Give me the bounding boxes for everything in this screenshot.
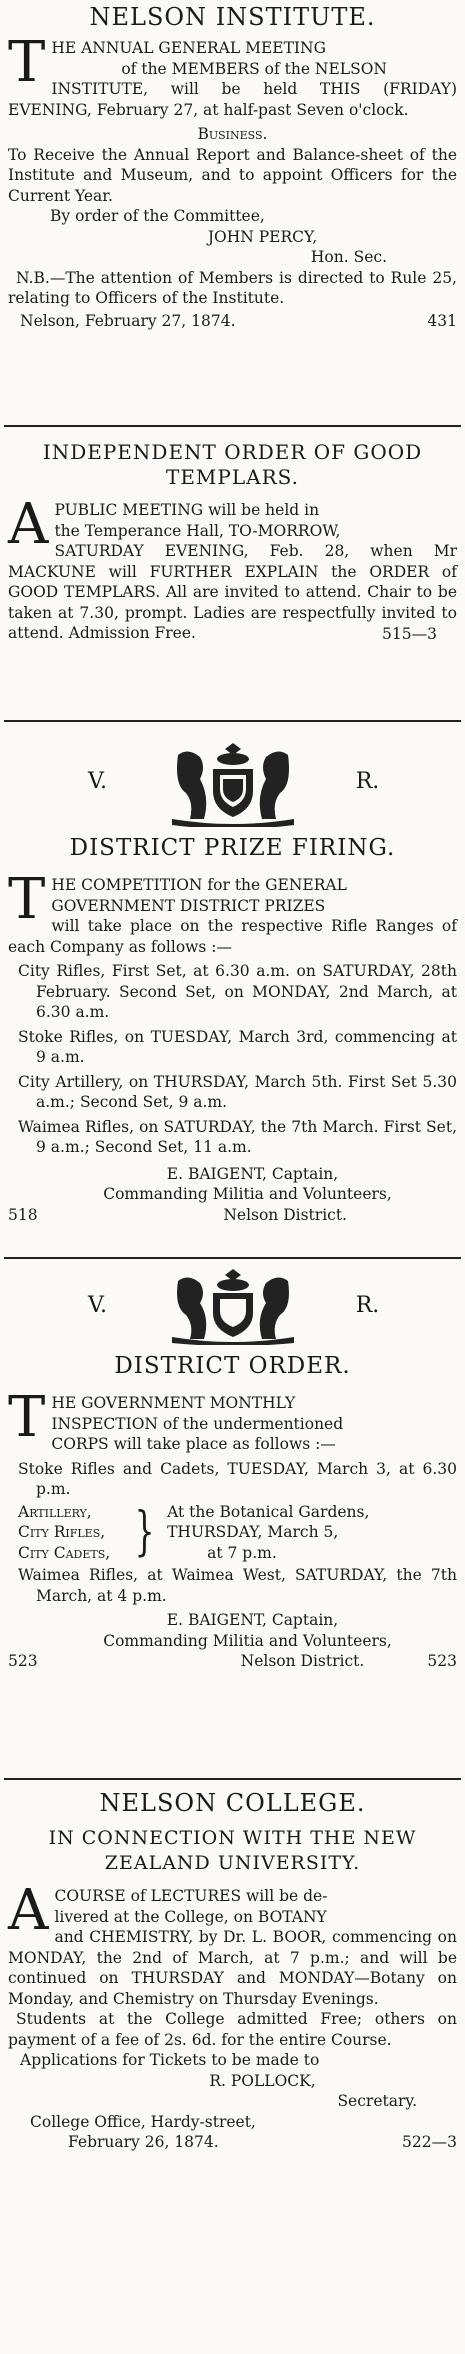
ad-reference-number: 523 [427,1652,457,1670]
ad-text-line: PUBLIC MEETING will be held in [54,501,320,519]
ad-list-item: Waimea Rifles, at Waimea West, SATURDAY, the 7th March, at 4 p.m. [18,1566,457,1605]
crest-initial-r: R. [355,768,380,794]
ad-signature-role: Commanding Militia and Volunteers, [103,1631,392,1650]
ad-list-item: City Artillery, on THURSDAY, March 5th. First Set 5.30 a.m.; Second Set, 9 a.m. [18,1072,457,1111]
ad-signature-name: E. BAIGENT, Captain, [166,1611,339,1629]
ad-note: N.B.—The attention of Members is directed to Rule 25, relating to Officers of the Institute. [8,268,457,307]
ad-text-line: COURSE of LECTURES will be de- [54,1887,328,1905]
drop-cap: T [8,1385,46,1450]
royal-crest [0,1265,465,1345]
corps-name: Artillery, [18,1502,92,1521]
column-rule [4,425,461,427]
drop-cap: A [8,492,49,557]
ad-text-line: INSPECTION of the undermentioned [51,1414,344,1433]
ad-text-line: HE ANNUAL GENERAL MEETING [51,39,326,57]
ad-district-prize-firing [0,735,465,1225]
ad-nelson-college [0,1788,465,2153]
crest-initial-v: V. [87,768,108,794]
drop-cap: A [8,1878,49,1943]
ad-signature-role: Hon. Sec. [310,248,387,266]
ad-reference-number: 522—3 [402,2133,457,2151]
group-detail: At the Botanical Gardens, [167,1502,370,1521]
ad-reference-number: 431 [427,311,457,330]
group-detail: at 7 p.m. [207,1543,277,1562]
ad-list-item: Stoke Rifles, on TUESDAY, March 3rd, commencing at 9 a.m. [18,1027,457,1066]
ad-body: CORPS will take place as follows :— [51,1435,336,1453]
ad-nelson-institute [0,2,465,331]
ad-body: To Receive the Annual Report and Balance-sheet of the Institute and Museum, and to appoint Officers for the Current Year. [8,145,457,205]
column-rule [4,1778,461,1780]
ad-signature-name: JOHN PERCY, [207,227,318,246]
ad-subheading: Business. [197,125,268,143]
ad-signature-name: E. BAIGENT, Captain, [166,1164,339,1183]
drop-cap: T [8,867,46,932]
ad-text-line: the Temperance Hall, TO-MORROW, [54,521,341,540]
ad-signature-location: Nelson District. [240,1652,365,1670]
ad-heading: DISTRICT PRIZE FIRING. [69,835,396,861]
ad-reference-number: 523 [8,1652,38,1670]
column-rule [4,720,461,722]
ad-text-line: HE GOVERNMENT MONTHLY [51,1394,296,1412]
crest-initial-r: R. [355,1292,380,1318]
royal-coat-of-arms-icon [158,1265,308,1345]
drop-cap: T [8,30,46,95]
ad-body: will take place on the respective Rifle Ranges of each Company as follows :— [8,917,457,956]
ad-signature-role: Secretary. [337,2092,417,2110]
ad-text-line: GOVERNMENT DISTRICT PRIZES [51,896,326,915]
ad-text-line: HE COMPETITION for the GENERAL [51,876,347,894]
ad-heading: NELSON INSTITUTE. [89,3,376,31]
ad-heading: DISTRICT ORDER. [114,1353,351,1379]
ad-grouped-item [8,1502,457,1564]
royal-crest [0,735,465,827]
brace-glyph: } [134,1502,155,1563]
column-rule [4,1257,461,1259]
ad-list-item: City Rifles, First Set, at 6.30 a.m. on SATURDAY, 28th February. Second Set, on MONDAY, 2nd March, at 6.30 a.m. [18,962,457,1021]
ad-heading: NELSON COLLEGE. [99,1789,366,1817]
ad-good-templars [0,440,465,644]
ad-text-line: of the MEMBERS of the NELSON [121,59,387,78]
royal-coat-of-arms-icon [158,735,308,827]
ad-note: Students at the College admitted Free; others on payment of a fee of 2s. 6d. for the entire Course. [8,2010,457,2049]
ad-subheading: IN CONNECTION WITH THE NEW [48,1827,417,1849]
ad-list-item: Waimea Rifles, on SATURDAY, the 7th March. First Set, 9 a.m.; Second Set, 11 a.m. [18,1117,457,1156]
ad-list-item: Stoke Rifles and Cadets, TUESDAY, March 3, at 6.30 p.m. [18,1459,457,1498]
ad-date: February 26, 1874. [68,2133,219,2151]
ad-body: INSTITUTE, will be held THIS (FRIDAY) EVENING, February 27, at half-past Seven o'clock. [8,80,457,119]
ad-text-line: livered at the College, on BOTANY [54,1907,327,1926]
ad-office: College Office, Hardy-street, [30,2112,256,2131]
ad-date: Nelson, February 27, 1874. [20,311,236,330]
corps-name: City Rifles, [18,1523,106,1541]
ad-district-order [0,1265,465,1672]
ad-subheading: ZEALAND UNIVERSITY. [104,1852,361,1874]
ad-body: SATURDAY EVENING, Feb. 28, when Mr MACKUNE will FURTHER EXPLAIN the ORDER of GOOD TEMPLARS. All are invited to attend. Chair to be taken at 7.30, prompt. Ladies are respectfully invited to attend. Admission Free. [8,542,457,642]
ad-signature-location: Nelson District. [223,1205,347,1224]
ad-reference-number: 515—3 [382,624,437,643]
ad-reference-number: 518 [8,1205,38,1224]
corps-name: City Cadets, [18,1543,111,1562]
crest-initial-v: V. [87,1292,108,1318]
ad-signature-role: Commanding Militia and Volunteers, [103,1185,392,1203]
ad-text-line: Applications for Tickets to be made to [20,2051,320,2069]
ad-heading: TEMPLARS. [165,465,299,489]
ad-body: and CHEMISTRY, by Dr. L. BOOR, commencing on MONDAY, the 2nd of March, at 7 p.m.; and will be continued on THURSDAY and MONDAY—Botany on Monday, and Chemistry on Thursday Evenings. [8,1928,457,2008]
ad-signature-name: R. POLLOCK, [209,2071,316,2090]
ad-heading: INDEPENDENT ORDER OF GOOD [42,440,423,464]
ad-signature-line: By order of the Committee, [50,207,265,225]
group-detail: THURSDAY, March 5, [167,1523,339,1541]
